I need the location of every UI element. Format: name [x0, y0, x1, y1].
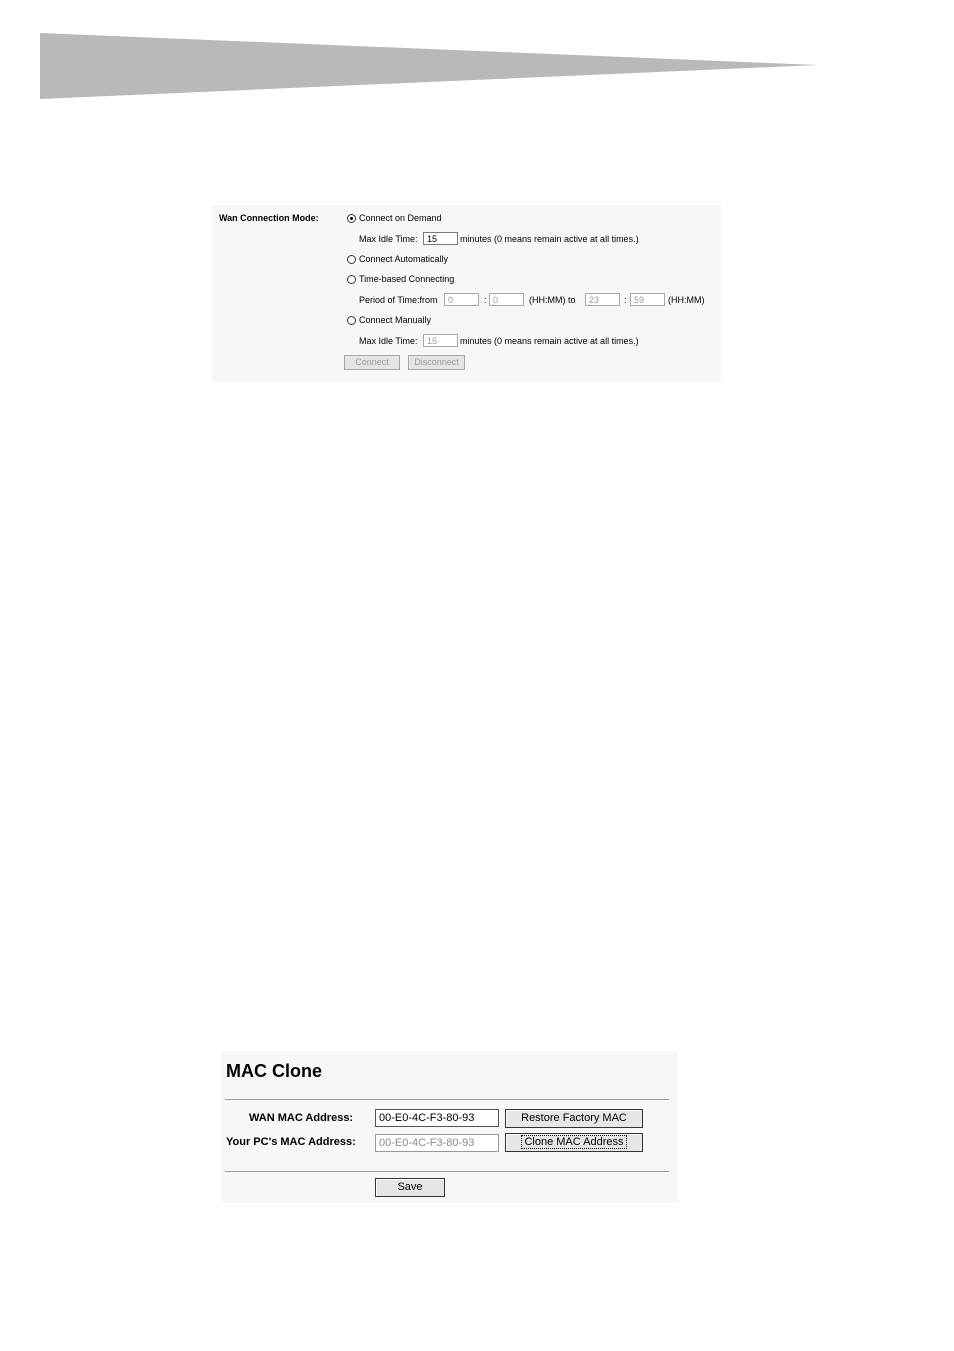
restore-factory-mac-button[interactable]: Restore Factory MAC: [505, 1109, 643, 1128]
time-separator: :: [484, 295, 487, 305]
period-from-hour-input[interactable]: [444, 293, 479, 306]
page-title: MAC Clone: [226, 1061, 322, 1081]
divider: [225, 1099, 669, 1100]
connect-automatically-label: Connect Automatically: [359, 254, 449, 264]
period-to-minute-input[interactable]: [630, 293, 665, 306]
radio-time-based-connecting[interactable]: [347, 275, 356, 284]
wan-mac-address-input[interactable]: [375, 1109, 499, 1127]
disconnect-button[interactable]: Disconnect: [408, 355, 465, 370]
manual-max-idle-time-note: minutes (0 means remain active at all times.): [460, 336, 639, 346]
max-idle-time-input[interactable]: [423, 232, 458, 245]
radio-connect-automatically[interactable]: [347, 255, 356, 264]
radio-connect-manually[interactable]: [347, 316, 356, 325]
save-button[interactable]: Save: [375, 1178, 445, 1197]
mac-clone-panel: [221, 1051, 678, 1203]
period-of-time-label: Period of Time:from: [359, 295, 438, 305]
connect-on-demand-label: Connect on Demand: [359, 213, 442, 223]
hhmm-label: (HH:MM): [668, 295, 705, 305]
time-based-connecting-label: Time-based Connecting: [359, 274, 455, 284]
pc-mac-address-input[interactable]: [375, 1134, 499, 1152]
divider: [225, 1171, 669, 1172]
hhmm-to-label: (HH:MM) to: [529, 295, 576, 305]
pc-mac-address-label: Your PC's MAC Address:: [226, 1136, 356, 1148]
wan-mac-address-label: WAN MAC Address:: [249, 1112, 354, 1124]
connect-button[interactable]: Connect: [344, 355, 400, 370]
max-idle-time-note: minutes (0 means remain active at all times.): [460, 234, 639, 244]
clone-mac-address-button[interactable]: [505, 1133, 643, 1152]
period-from-minute-input[interactable]: [489, 293, 524, 306]
period-to-hour-input[interactable]: [585, 293, 620, 306]
time-separator: :: [624, 295, 627, 305]
wan-connection-panel: [212, 205, 721, 382]
clone-mac-address-label: Clone MAC Address: [524, 1136, 624, 1148]
manual-max-idle-time-input[interactable]: [423, 334, 458, 347]
radio-connect-on-demand[interactable]: [347, 214, 356, 223]
max-idle-time-label: Max Idle Time:: [359, 234, 418, 244]
connect-manually-label: Connect Manually: [359, 315, 432, 325]
wan-connection-mode-label: Wan Connection Mode:: [219, 213, 319, 223]
header-banner: [0, 0, 954, 110]
manual-max-idle-time-label: Max Idle Time:: [359, 336, 418, 346]
